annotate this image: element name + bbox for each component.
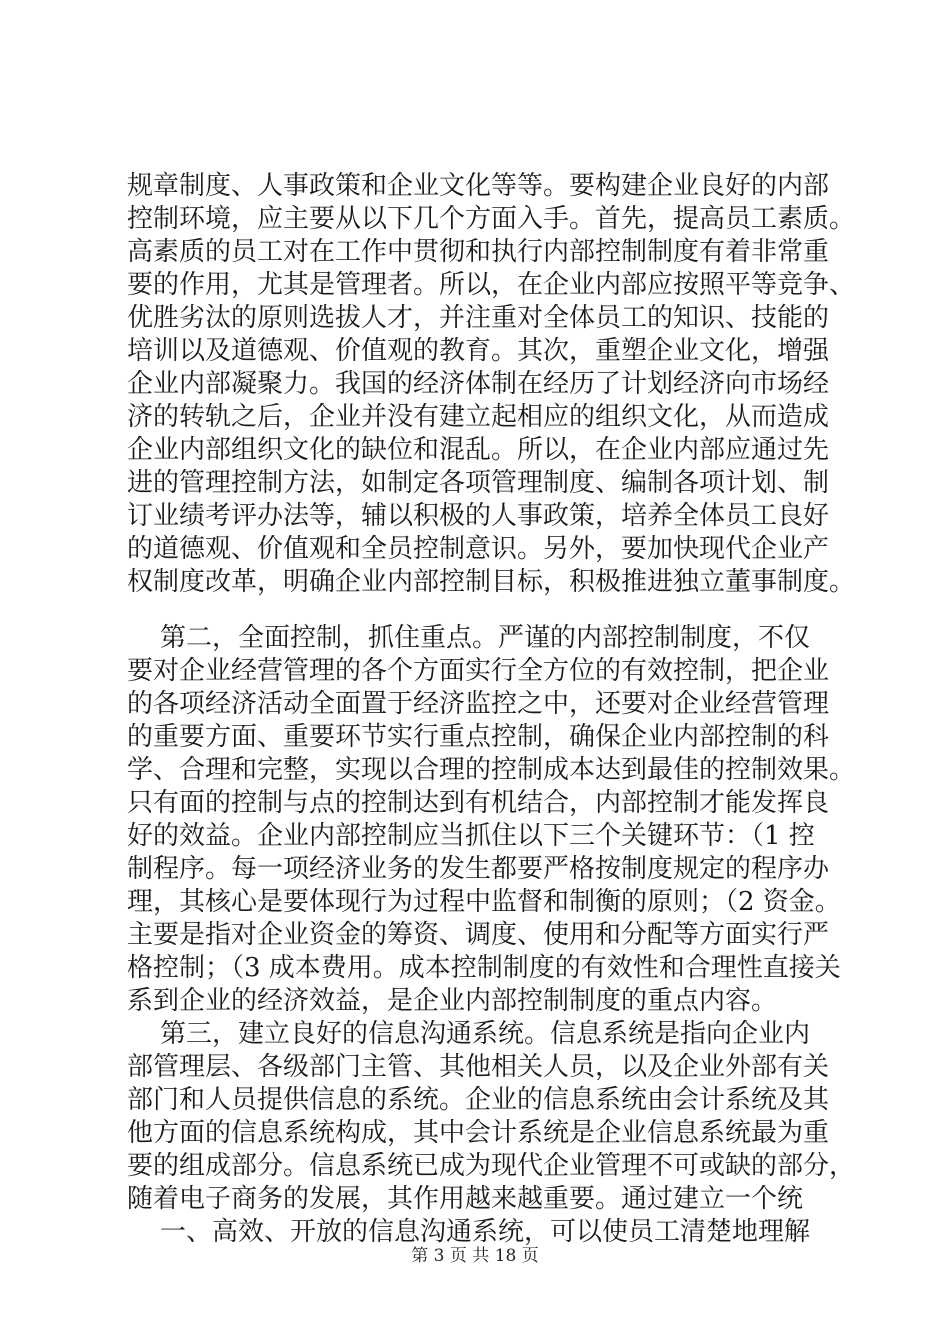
text-line: 第二，全面控制，抓住重点。严谨的内部控制制度，不仅: [127, 623, 811, 653]
text-line: 他方面的信息系统构成，其中会计系统是企业信息系统最为重: [127, 1118, 830, 1148]
paragraph-1: [127, 170, 856, 599]
text-line: 要的组成部分。信息系统已成为现代企业管理不可或缺的部分，: [127, 1151, 856, 1181]
text-line: 理，其核心是要体现行为过程中监督和制衡的原则；（2 资金。: [127, 887, 841, 917]
text-line: 的各项经济活动全面置于经济监控之中，还要对企业经营管理: [127, 689, 830, 719]
text-line: 企业内部凝聚力。我国的经济体制在经历了计划经济向市场经: [127, 369, 830, 399]
paragraph-2: [127, 622, 856, 1018]
text-line: 制程序。每一项经济业务的发生都要严格按制度规定的程序办: [127, 854, 830, 884]
text-line: 培训以及道德观、价值观的教育。其次，重塑企业文化，增强: [127, 336, 830, 366]
text-line: 控制环境，应主要从以下几个方面入手。首先，提高员工素质。: [127, 204, 856, 234]
text-line: 部管理层、各级部门主管、其他相关人员，以及企业外部有关: [127, 1052, 830, 1082]
text-line: 企业内部组织文化的缺位和混乱。所以，在企业内部应通过先: [127, 435, 830, 465]
text-line: 系到企业的经济效益，是企业内部控制制度的重点内容。: [127, 986, 778, 1016]
text-line: 的道德观、价值观和全员控制意识。另外，要加快现代企业产: [127, 534, 830, 564]
text-line: 权制度改革，明确企业内部控制目标，积极推进独立董事制度。: [127, 567, 856, 597]
paragraph-3: [127, 1018, 856, 1216]
text-line: 济的转轨之后，企业并没有建立起相应的组织文化，从而造成: [127, 402, 830, 432]
page-number-footer: 第 3 页 共 18 页: [411, 1246, 539, 1266]
text-line: 要的作用，尤其是管理者。所以，在企业内部应按照平等竞争、: [127, 270, 856, 300]
text-line: 学、合理和完整，实现以合理的控制成本达到最佳的控制效果。: [127, 755, 856, 785]
text-line: 第三，建立良好的信息沟通系统。信息系统是指向企业内: [127, 1019, 811, 1049]
text-line: 优胜劣汰的原则选拔人才，并注重对全体员工的知识、技能的: [127, 303, 830, 333]
text-line: 格控制；（3 成本费用。成本控制制度的有效性和合理性直接关: [127, 953, 841, 983]
text-line: 要对企业经营管理的各个方面实行全方位的有效控制，把企业: [127, 656, 830, 686]
text-line: 进的管理控制方法，如制定各项管理制度、编制各项计划、制: [127, 468, 830, 498]
text-line: 一、高效、开放的信息沟通系统，可以使员工清楚地理解: [127, 1217, 811, 1247]
text-line: 规章制度、人事政策和企业文化等等。要构建企业良好的内部: [127, 171, 830, 201]
text-line: 主要是指对企业资金的筹资、调度、使用和分配等方面实行严: [127, 920, 830, 950]
text-line: 随着电子商务的发展，其作用越来越重要。通过建立一个统: [127, 1184, 804, 1214]
text-line: 的重要方面、重要环节实行重点控制，确保企业内部控制的科: [127, 722, 830, 752]
document-body: [127, 170, 856, 1249]
text-line: 部门和人员提供信息的系统。企业的信息系统由会计系统及其: [127, 1085, 830, 1115]
text-line: 高素质的员工对在工作中贯彻和执行内部控制制度有着非常重: [127, 237, 830, 267]
text-line: 订业绩考评办法等，辅以积极的人事政策，培养全体员工良好: [127, 501, 830, 531]
text-line: 好的效益。企业内部控制应当抓住以下三个关键环节：（1 控: [127, 821, 815, 851]
text-line: 只有面的控制与点的控制达到有机结合，内部控制才能发挥良: [127, 788, 830, 818]
paragraph-spacer: [127, 599, 839, 622]
